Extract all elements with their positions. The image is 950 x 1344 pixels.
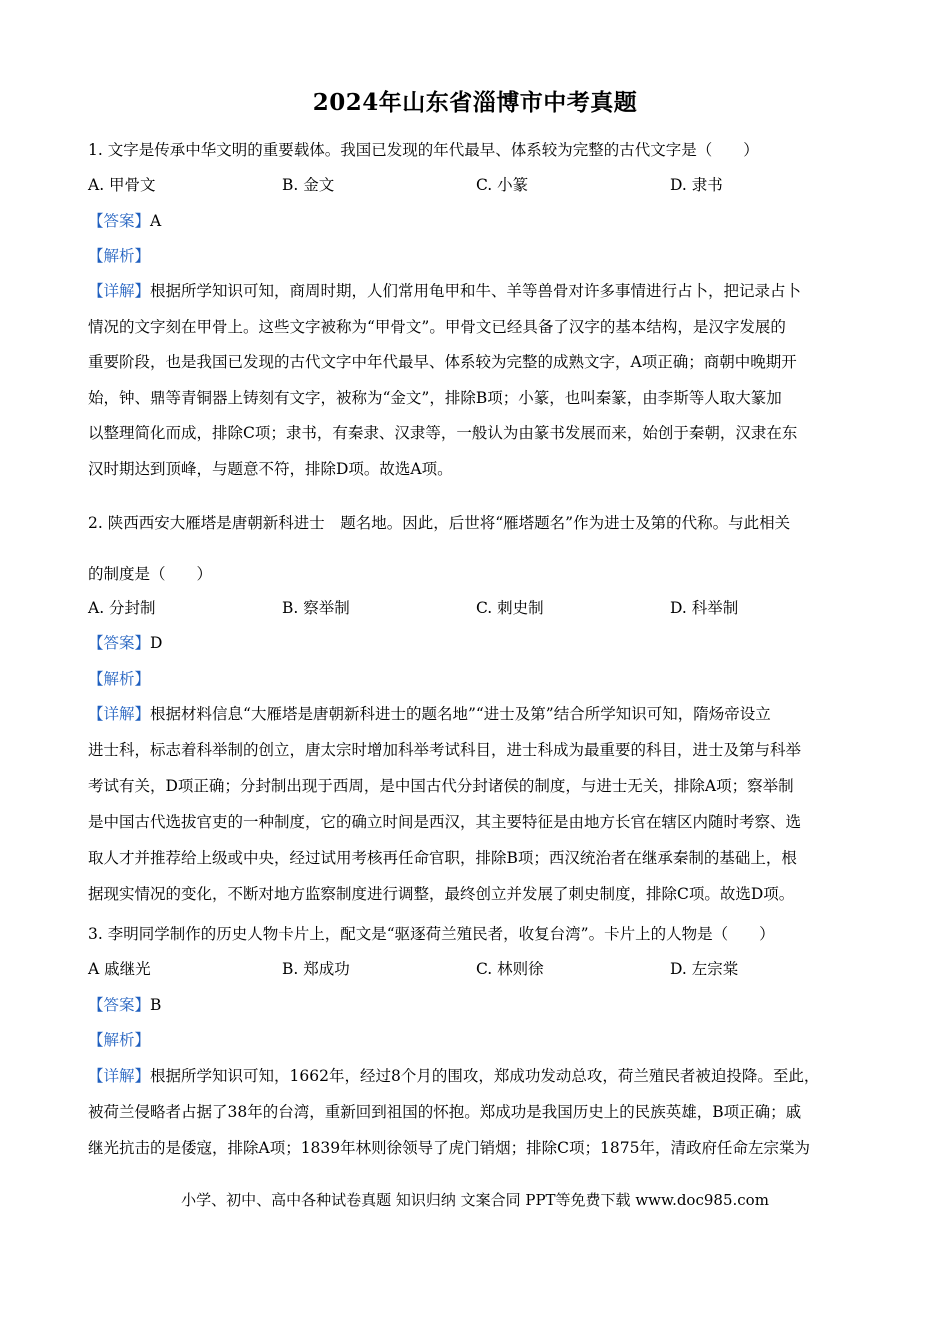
q1-detail-line: 重要阶段，也是我国已发现的古代文字中年代最早、体系较为完整的成熟文字，A项正确；商朝中晚期开 [88,353,797,371]
q2-detail-line: 考试有关，D项正确；分封制出现于西周，是中国古代分封诸侯的制度，与进士无关，排除A项；察举制 [88,777,794,795]
q1-stem: 1. 文字是传承中华文明的重要载体。我国已发现的年代最早、体系较为完整的古代文字是（ ） [88,141,759,159]
q1-detail-line: 情况的文字刻在甲骨上。这些文字被称为“甲骨文”。甲骨文已经具备了汉字的基本结构，是汉字发展的 [88,318,786,336]
q3-option-a: A 戚继光 [88,960,151,978]
q3-answer [88,993,868,1017]
q3-option-c: C. 林则徐 [476,960,544,978]
page-footer: 小学、初中、高中各种试卷真题 知识归纳 文案合同 PPT等免费下载 www.doc985.com [181,1191,769,1209]
q1-detail-line [88,279,868,303]
q2-stem: 2. 陕西西安大雁塔是唐朝新科进士 题名地。因此，后世将“雁塔题名”作为进士及第的代称。与此相关 [88,514,791,532]
q2-detail-line: 据现实情况的变化，不断对地方监察制度进行调整，最终创立并发展了刺史制度，排除C项。故选D项。 [88,885,795,903]
q2-option-d: D. 科举制 [670,599,739,617]
q3-stem: 3. 李明同学制作的历史人物卡片上，配文是“驱逐荷兰殖民者，收复台湾”。卡片上的人物是（ ） [88,925,775,943]
detail-tag: 【详解】 [88,705,151,723]
q1-option-b: B. 金文 [282,176,335,194]
q1-detail-line: 始，钟、鼎等青铜器上铸刻有文字，被称为“金文”，排除B项；小篆，也叫秦篆，由李斯等人取大篆加 [88,389,782,407]
q3-option-d: D. 左宗棠 [670,960,739,978]
q3-option-b: B. 郑成功 [282,960,350,978]
q3-detail-line [88,1064,868,1088]
q2-option-c: C. 刺史制 [476,599,544,617]
q2-stem-cont: 的制度是（ ） [88,565,213,583]
q1-detail-line: 以整理简化而成，排除C项；隶书，有秦隶、汉隶等，一般认为由篆书发展而来，始创于秦朝，汉隶在东 [88,424,798,442]
analysis-tag: 【解析】 [88,247,151,265]
q2-option-b: B. 察举制 [282,599,350,617]
page-title: 2024年山东省淄博市中考真题 [312,89,638,116]
q1-option-d: D. 隶书 [670,176,723,194]
answer-tag: 【答案】 [88,212,151,230]
q3-detail-line: 继光抗击的是倭寇，排除A项；1839年林则徐领导了虎门销烟；排除C项；1875年，清政府任命左宗棠为 [88,1139,810,1157]
q1-analysis [88,244,868,268]
q2-option-a: A. 分封制 [88,599,156,617]
q3-analysis [88,1028,868,1052]
detail-tag: 【详解】 [88,1067,151,1085]
q2-detail-line: 是中国古代选拔官吏的一种制度，它的确立时间是西汉，其主要特征是由地方长官在辖区内随时考察、选 [88,813,802,831]
q1-option-a: A. 甲骨文 [88,176,156,194]
answer-tag: 【答案】 [88,634,151,652]
analysis-tag: 【解析】 [88,1031,151,1049]
q1-detail-line: 汉时期达到顶峰，与题意不符，排除D项。故选A项。 [88,460,453,478]
detail-text: 根据材料信息“大雁塔是唐朝新科进士的题名地”“进士及第”结合所学知识可知，隋炀帝设立 [150,705,771,723]
q1-option-c: C. 小篆 [476,176,529,194]
analysis-tag: 【解析】 [88,670,151,688]
q2-answer [88,631,868,655]
q3-detail-line: 被荷兰侵略者占据了38年的台湾，重新回到祖国的怀抱。郑成功是我国历史上的民族英雄，B项正确；戚 [88,1103,802,1121]
detail-tag: 【详解】 [88,282,151,300]
answer-tag: 【答案】 [88,996,151,1014]
q2-detail-line [88,702,868,726]
q2-detail-line: 进士科，标志着科举制的创立，唐太宗时增加科举考试科目，进士科成为最重要的科目，进士及第与科举 [88,741,802,759]
detail-text: 根据所学知识可知，1662年，经过8个月的围攻，郑成功发动总攻，荷兰殖民者被迫投降。至此， [150,1067,820,1085]
answer-value: A [150,212,162,230]
q1-answer [88,209,868,233]
answer-value: D [150,634,163,652]
answer-value: B [150,996,162,1014]
q2-analysis [88,667,868,691]
detail-text: 根据所学知识可知，商周时期，人们常用龟甲和牛、羊等兽骨对许多事情进行占卜，把记录占卜 [150,282,802,300]
q2-detail-line: 取人才并推荐给上级或中央，经过试用考核再任命官职，排除B项；西汉统治者在继承秦制的基础上，根 [88,849,797,867]
